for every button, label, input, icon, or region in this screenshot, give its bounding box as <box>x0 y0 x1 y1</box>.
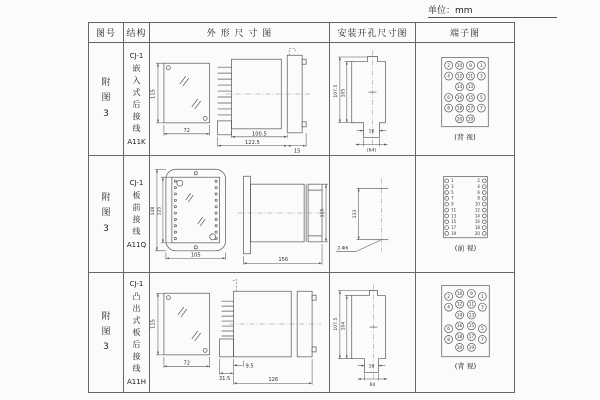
dim-front-height: 115 <box>150 318 157 329</box>
model-label: CJ-1 <box>129 179 144 187</box>
terminal-number: 13 <box>468 312 475 318</box>
outline-drawing-a11k <box>150 43 329 156</box>
hole-spec-label: 2-Φ6 <box>337 246 349 252</box>
front-view <box>150 293 209 368</box>
dim-slot-width: 16 <box>368 364 375 370</box>
terminal-number: 17 <box>468 334 475 340</box>
terminal-number: 3 <box>451 183 454 189</box>
terminal-number: 15 <box>468 323 475 329</box>
dim-hole-spacing: 133 <box>353 209 359 218</box>
dim-total-width: 122.5 <box>245 139 260 146</box>
dim-cutout-width: 64 <box>369 382 376 388</box>
terminal-number: 2 <box>477 177 480 183</box>
terminal-number: 14 <box>456 312 463 318</box>
fig-no-label: 附图3 <box>101 78 111 119</box>
terminal-view-caption: (背 视) <box>454 133 476 142</box>
header-structure: 结构 <box>124 23 150 43</box>
spec-table <box>88 22 515 393</box>
outline-drawing-a11h <box>150 273 329 393</box>
fig-no-cell <box>89 43 124 156</box>
terminal-number: 15 <box>451 218 457 224</box>
structure-cell <box>124 43 150 156</box>
terminal-drawing-cell <box>416 273 515 393</box>
terminal-number: 16 <box>456 95 463 101</box>
dim-cutout-outer-height: 107.5 <box>333 84 339 98</box>
terminal-view-caption: (前 视) <box>454 244 477 253</box>
mounting-hook <box>289 48 295 55</box>
side-view <box>218 48 311 154</box>
terminal-number: 20 <box>456 345 463 351</box>
dim-front-width: 72 <box>183 127 191 134</box>
case-code-label: A11Q <box>126 241 147 249</box>
model-label: CJ-1 <box>129 279 144 288</box>
terminal-number: 20 <box>474 230 480 236</box>
terminal-number: 9 <box>470 291 473 297</box>
dim-body-width: 100.5 <box>252 130 267 137</box>
terminal-number: 7 <box>451 195 454 201</box>
dim-panel-width: 15 <box>293 148 301 155</box>
dim-slot-width: 16 <box>368 129 375 135</box>
structure-cell <box>124 156 150 273</box>
terminal-number: 18 <box>456 334 463 340</box>
side-view <box>238 176 328 265</box>
terminal-number: 5 <box>479 95 483 101</box>
terminal-number: 19 <box>468 345 475 351</box>
terminal-grid <box>442 57 489 126</box>
cutout-dimensions <box>333 57 387 153</box>
terminal-number: 13 <box>467 84 474 90</box>
terminal-view-caption: (背 视) <box>454 362 477 371</box>
terminal-drawing-cell <box>416 43 515 156</box>
terminal-number: 15 <box>467 95 474 101</box>
terminal-number: 3 <box>480 305 484 311</box>
cutout-dimensions <box>333 290 387 387</box>
dim-side-length: 156 <box>278 256 289 263</box>
terminal-number: 8 <box>447 337 451 343</box>
terminal-number: 17 <box>451 224 457 230</box>
outline-drawing-cell <box>150 156 330 273</box>
terminal-number: 10 <box>456 291 463 297</box>
terminal-number: 7 <box>480 337 484 343</box>
terminal-number: 10 <box>474 201 480 207</box>
outline-drawing-a11q <box>150 156 329 273</box>
dim-flange-offset: 9.5 <box>245 362 254 369</box>
terminal-number: 11 <box>451 206 457 212</box>
side-view <box>219 279 321 384</box>
terminal-number: 1 <box>451 177 454 183</box>
terminal-drawing-cell <box>416 156 515 273</box>
terminal-number: 20 <box>456 116 463 122</box>
terminal-diagram-a11q <box>416 156 514 273</box>
mount-type-label: 嵌入式后接线 <box>132 64 141 133</box>
terminal-number: 12 <box>456 302 463 308</box>
terminal-number: 19 <box>467 116 474 122</box>
terminal-number: 3 <box>479 74 483 80</box>
terminal-number: 16 <box>456 323 463 329</box>
case-code-label: A11H <box>127 377 146 386</box>
terminal-number: 6 <box>477 189 480 195</box>
mounting-hook <box>232 279 237 291</box>
terminal-number: 8 <box>447 106 451 112</box>
mounting-drawing-cell <box>330 156 416 273</box>
outline-drawing-cell <box>150 273 330 393</box>
terminal-number: 5 <box>480 326 484 332</box>
unit-note: 单位：mm <box>428 3 557 18</box>
front-view <box>150 169 226 259</box>
fig-no-label: 附图3 <box>101 193 111 234</box>
terminal-strip <box>444 176 488 237</box>
terminal-number: 18 <box>456 106 463 112</box>
fig-no-label: 附图3 <box>101 311 111 353</box>
dim-rear-depth: 31.5 <box>218 375 231 382</box>
dim-cutout-width: (64) <box>366 147 377 153</box>
case-code-label: A11K <box>127 138 146 146</box>
terminal-number: 2 <box>447 63 451 69</box>
structure-cell <box>124 273 150 393</box>
terminal-number: 6 <box>447 95 451 101</box>
terminal-number: 8 <box>477 195 480 201</box>
terminal-number: 5 <box>451 189 454 195</box>
hole-dimensions <box>336 188 380 251</box>
terminal-number: 17 <box>467 106 474 112</box>
fig-no-cell <box>89 156 124 273</box>
dim-cutout-outer-height: 107.5 <box>333 317 339 331</box>
terminal-diagram-a11h <box>416 273 514 393</box>
terminal-number: 10 <box>456 63 463 69</box>
terminal-number: 12 <box>456 74 463 80</box>
dim-body-length: 126 <box>268 376 279 383</box>
dim-front-outer-height: 148 <box>150 206 156 215</box>
mount-type-label: 板前接线 <box>132 191 141 236</box>
mounting-drawing-a11h <box>330 273 415 393</box>
terminal-number: 12 <box>474 206 480 212</box>
header-fig-no: 图号 <box>89 23 124 43</box>
mounting-drawing-a11k <box>330 43 415 156</box>
mounting-drawing-cell <box>330 273 416 393</box>
terminal-number: 7 <box>479 106 483 112</box>
terminal-number: 4 <box>447 305 451 311</box>
dim-front-width: 105 <box>190 251 201 258</box>
terminal-number: 14 <box>474 212 480 218</box>
terminal-number: 19 <box>451 230 457 236</box>
outline-drawing-cell <box>150 43 330 156</box>
header-terminal-diagram: 端子图 <box>416 23 515 43</box>
terminal-number: 14 <box>456 84 463 90</box>
terminal-number: 4 <box>477 183 480 189</box>
header-mounting-holes: 安装开孔尺寸图 <box>330 23 416 43</box>
terminal-number: 6 <box>447 326 451 332</box>
terminal-number: 11 <box>468 302 475 308</box>
terminal-number: 11 <box>467 74 474 80</box>
terminal-number: 2 <box>447 294 451 300</box>
mounting-drawing-cell <box>330 43 416 156</box>
header-outline-dims: 外 形 尺 寸 图 <box>150 23 330 43</box>
front-view <box>150 63 209 136</box>
model-label: CJ-1 <box>129 52 144 60</box>
dim-front-height: 115 <box>150 88 157 99</box>
dim-cutout-inner-height: 105 <box>341 88 347 97</box>
mounting-drawing-a11q <box>330 156 415 273</box>
terminal-number: 4 <box>447 74 451 80</box>
terminal-number: 1 <box>479 63 483 69</box>
terminal-number: 9 <box>469 63 472 69</box>
terminal-number: 13 <box>451 212 457 218</box>
mount-type-label: 凸出式板后接线 <box>132 291 141 373</box>
terminal-number: 16 <box>474 218 480 224</box>
terminal-number: 9 <box>451 201 454 207</box>
dim-front-width: 72 <box>183 359 191 366</box>
drill-holes <box>374 178 388 251</box>
dim-front-inner-height: 125 <box>157 206 163 215</box>
dim-side-height: 115 <box>320 208 326 217</box>
fig-no-cell <box>89 273 124 393</box>
terminal-diagram-a11k <box>416 43 514 156</box>
terminal-number: 1 <box>480 294 484 300</box>
dim-cutout-inner-height: 104 <box>341 321 347 330</box>
terminal-grid <box>442 285 490 356</box>
terminal-number: 18 <box>474 224 480 230</box>
